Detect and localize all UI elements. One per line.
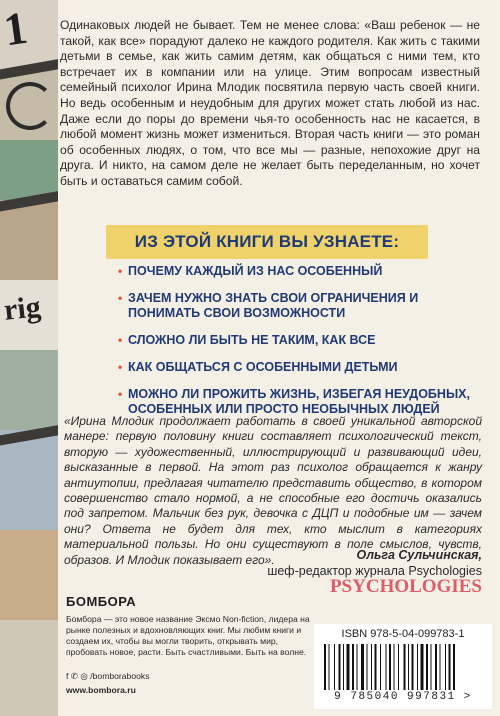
isbn-number: ISBN 978-5-04-099783-1 [341, 628, 465, 640]
collage-patch [0, 140, 58, 200]
author-role: шеф-редактор журнала Psychologies [267, 564, 482, 578]
barcode-icon [324, 644, 484, 690]
bullet-dot-icon: • [118, 333, 123, 347]
list-item [118, 333, 488, 348]
collage-letters: rig [2, 290, 43, 327]
list-item-text: КАК ОБЩАТЬСЯ С ОСОБЕННЫМИ ДЕТЬМИ [128, 360, 398, 374]
list-item [118, 387, 488, 417]
website-link[interactable]: www.bombora.ru [66, 685, 136, 695]
quote-attribution [267, 547, 482, 595]
publisher-logo: БОМБОРА [66, 594, 137, 609]
collage-patch [0, 530, 58, 620]
content-area [58, 0, 500, 716]
bullet-dot-icon: • [118, 291, 123, 305]
collage-patch [0, 430, 58, 530]
collage-patch [0, 620, 58, 716]
collage-numeral: 1 [0, 1, 31, 56]
list-item-text: СЛОЖНО ЛИ БЫТЬ НЕ ТАКИМ, КАК ВСЕ [128, 333, 376, 347]
list-item [118, 291, 488, 321]
highlight-banner [106, 225, 428, 259]
list-item-text: ЗАЧЕМ НУЖНО ЗНАТЬ СВОИ ОГРАНИЧЕНИЯ И ПОНИМАТЬ СВОИ ВОЗМОЖНОСТИ [128, 291, 419, 320]
bullet-dot-icon: • [118, 264, 123, 278]
psychologies-logo: PSYCHOLOGIES [329, 576, 482, 597]
collage-patch [0, 200, 58, 280]
social-links[interactable]: f ✆ ◎ /bomborabooks [66, 671, 150, 681]
collage-patch [0, 350, 58, 430]
learn-list [118, 264, 488, 429]
barcode-block [314, 624, 492, 709]
publisher-description: Бомбора — это новое название Эксмо Non-fiction, лидера на рынке полезных и вдохновляющих книг. Мы любим книги и создаем их, чтобы вы могли творить, открывать мир, пробовать новое, расти. Быть счастливыми. Быть на волне. [66, 614, 310, 657]
collage-strip [0, 0, 58, 716]
review-quote: «Ирина Млодик продолжает работать в своей уникальной авторской манере: первую половину книги составляет психологический текст, вторую — художественный, иллюстрирующий и развивающий идеи, высказанные в первой. На этот раз психолог обращается к жанру антиутопии, предлагая читателю представить общество, в котором совершенство стало нормой, а не способные его достичь оказались под запретом. Мальчик без рук, девочка с ДЦП и подобные им — зачем они? Ответа не будет для тех, кто мыслит в категориях материальной пользы. Но они существуют в поле смыслов, чувств, образов. И Млодик показывает его». [64, 414, 482, 567]
list-item [118, 360, 488, 375]
intro-text: Одинаковых людей не бывает. Тем не менее слова: «Ваш ребенок — не такой, как все» порадуют далеко не каждого родителя. Как жить с такими детьми в семье, как жить самим детям, как общаться с ними тем, кто встречает их в компании или на улице. Этим вопросам известный семейный психолог Ирина Млодик посвятила первую часть своей книги. Но ведь особенным и неудобным для других может стать любой из нас. Даже если до поры до времени чья-то особенность нас не касается, в любой момент жизнь может измениться. Вторая часть книги — это роман об особенных людях, о том, что все мы — разные, непохожие друг на друга. И никто, на самом деле не желает быть переделанным, но хочет быть и оставаться самим собой. [60, 18, 480, 188]
list-item [118, 264, 488, 279]
list-item-text: ПОЧЕМУ КАЖДЫЙ ИЗ НАС ОСОБЕННЫЙ [128, 264, 383, 278]
bullet-dot-icon: • [118, 387, 123, 401]
list-item-text: МОЖНО ЛИ ПРОЖИТЬ ЖИЗНЬ, ИЗБЕГАЯ НЕУДОБНЫХ, ОСОБЕННЫХ ИЛИ ПРОСТО НЕОБЫЧНЫХ ЛЮДЕЙ [128, 387, 470, 416]
barcode-digits: 9 785040 997831 > [334, 691, 472, 703]
spiral-icon [6, 82, 54, 130]
banner-title: ИЗ ЭТОЙ КНИГИ ВЫ УЗНАЕТЕ: [134, 232, 400, 251]
bullet-dot-icon: • [118, 360, 123, 374]
author-name: Ольга Сульчинская, [356, 548, 482, 562]
